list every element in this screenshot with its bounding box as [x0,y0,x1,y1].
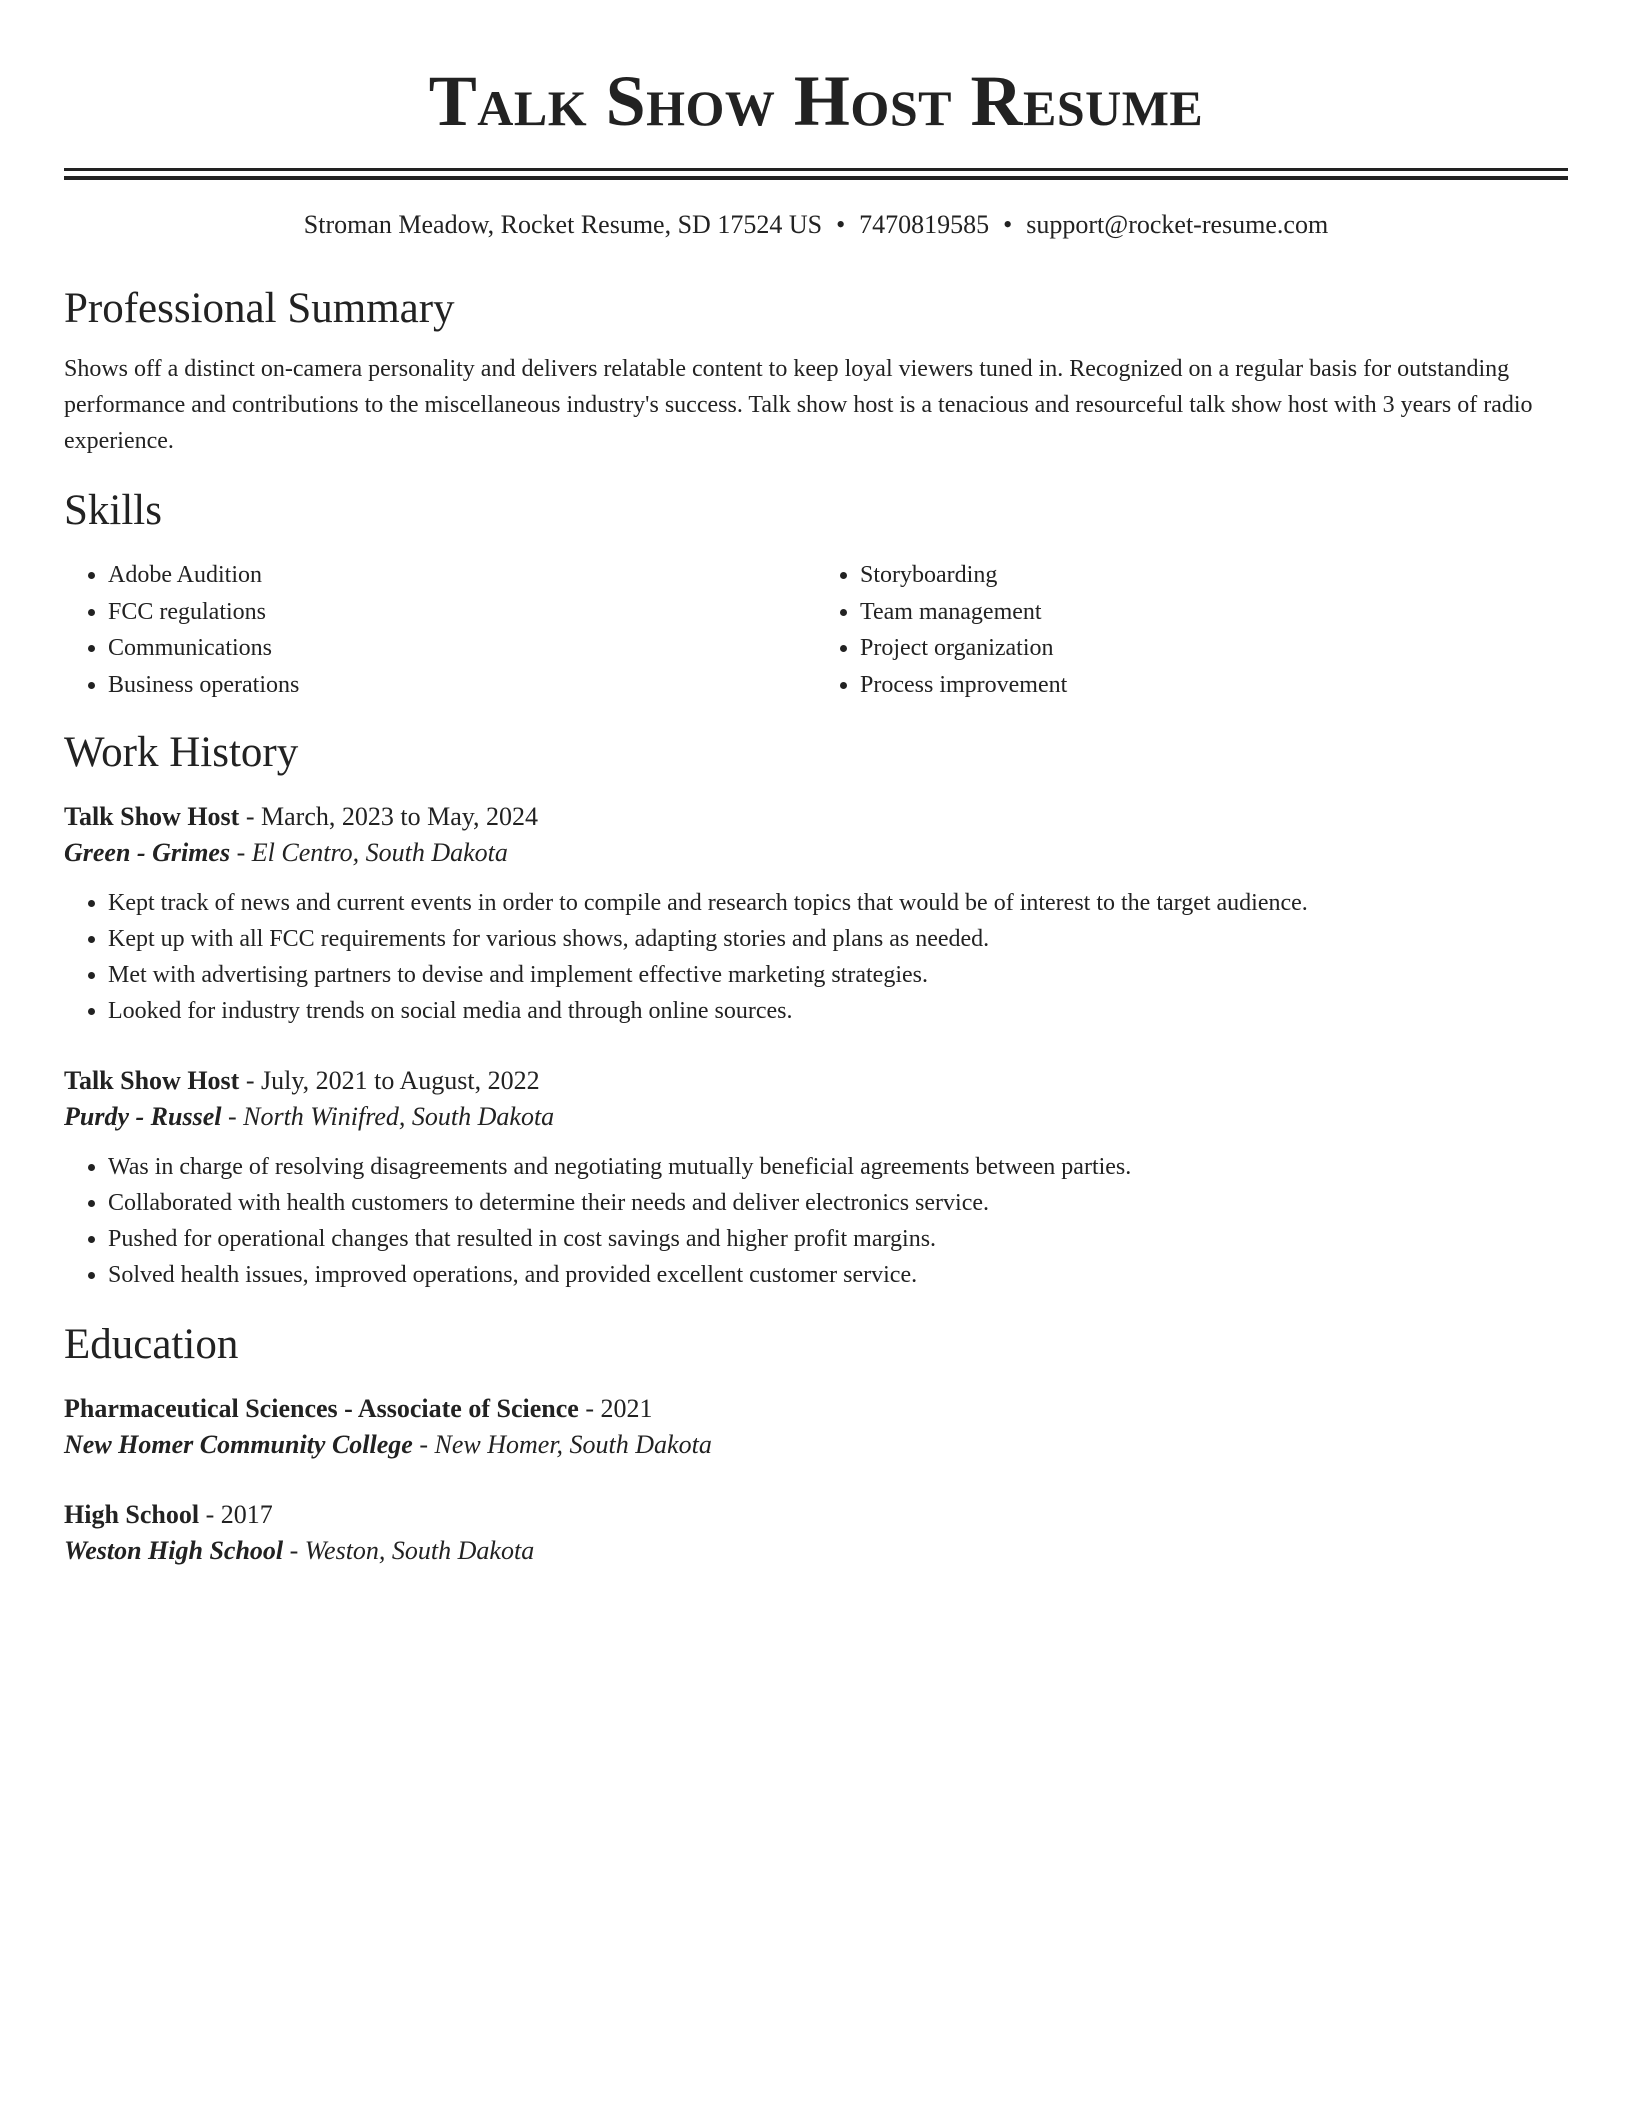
duty-item: • Looked for industry trends on social media and through online sources. [108,993,1568,1029]
skill-item: • Team management [860,594,1568,631]
summary-heading: Professional Summary [64,285,455,332]
education-degree: High School [64,1500,200,1529]
education-degree: Pharmaceutical Sciences - Associate of Science [64,1394,579,1423]
job-company: Purdy - Russel [64,1102,222,1131]
education-location: - Weston, South Dakota [283,1536,535,1565]
education-year: - 2021 [578,1394,653,1423]
duty-item: • Pushed for operational changes that resulted in cost savings and higher profit margins. [108,1221,1568,1257]
education-entry [64,1391,1568,1463]
job-title: Talk Show Host [64,1066,240,1095]
job-header [64,1063,1568,1099]
duty-item: • Collaborated with health customers to determine their needs and deliver electronics service. [108,1185,1568,1221]
job-entry [64,1063,1568,1293]
resume-title: Talk Show Host Resume [428,61,1204,141]
contact-separator: • [1003,210,1013,239]
summary-text: Shows off a distinct on-camera personality and delivers relatable content to keep loyal viewers tuned in. Recognized on a regular basis for outstanding performance and contributions to the miscellaneous industry's success. Talk show host is a tenacious and resourceful talk show host with 3 years of radio experience. [64,356,1533,454]
skills-heading: Skills [64,487,162,534]
duty-item: • Met with advertising partners to devise and implement effective marketing strategies. [108,957,1568,993]
skill-item: • Business operations [108,667,816,704]
job-dates: - July, 2021 to August, 2022 [239,1066,540,1095]
job-duties [64,1149,1568,1293]
job-employer [64,1099,1568,1135]
job-location: - El Centro, South Dakota [230,838,508,867]
education-school: New Homer Community College [64,1430,413,1459]
skill-item: • Storyboarding [860,557,1568,594]
job-company: Green - Grimes [64,838,231,867]
education-institution [64,1427,1568,1463]
job-dates: - March, 2023 to May, 2024 [239,802,539,831]
duty-item: • Solved health issues, improved operations, and provided excellent customer service. [108,1257,1568,1293]
skills-list [64,557,1568,703]
contact-email: support@rocket-resume.com [1026,210,1329,239]
duty-item: • Kept track of news and current events in order to compile and research topics that would be of interest to the target audience. [108,885,1568,921]
job-location: - North Winifred, South Dakota [221,1102,555,1131]
job-title: Talk Show Host [64,802,240,831]
education-location: - New Homer, South Dakota [412,1430,712,1459]
job-header [64,799,1568,835]
education-header [64,1497,1568,1533]
skill-item: • Project organization [860,630,1568,667]
skills-column-right [816,557,1568,703]
skill-item: • Process improvement [860,667,1568,704]
contact-separator: • [836,210,846,239]
education-heading: Education [64,1321,239,1368]
skill-item: • FCC regulations [108,594,816,631]
education-institution [64,1533,1568,1569]
skill-item: • Adobe Audition [108,557,816,594]
contact-line [64,209,1568,241]
job-duties [64,885,1568,1029]
work-history-heading: Work History [64,729,299,776]
contact-phone: 7470819585 [859,210,990,239]
education-school: Weston High School [64,1536,284,1565]
education-entry [64,1497,1568,1569]
duty-item: • Was in charge of resolving disagreements and negotiating mutually beneficial agreements between parties. [108,1149,1568,1185]
contact-address: Stroman Meadow, Rocket Resume, SD 17524 US [303,210,823,239]
education-year: - 2017 [199,1500,273,1529]
education-header [64,1391,1568,1427]
skills-column-left [64,557,816,703]
duty-item: • Kept up with all FCC requirements for various shows, adapting stories and plans as needed. [108,921,1568,957]
job-entry [64,799,1568,1029]
title-double-rule [64,168,1568,171]
skill-item: • Communications [108,630,816,667]
job-employer [64,835,1568,871]
